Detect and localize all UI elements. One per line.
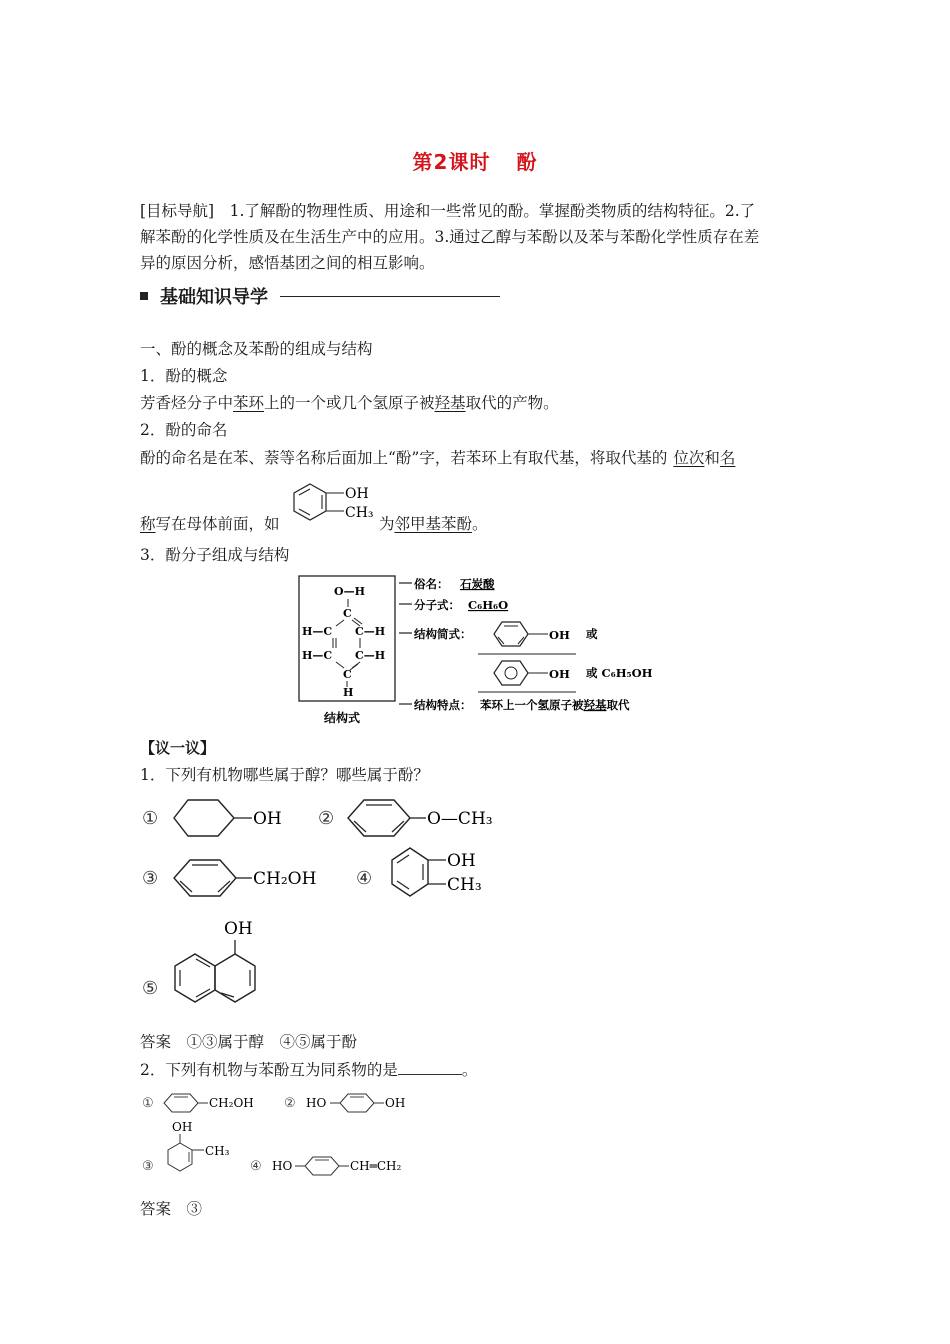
formula-label: 分子式： xyxy=(414,598,460,612)
q2-s3-ch3: CH₃ xyxy=(205,1144,230,1158)
q2-s2-ho: HO xyxy=(306,1096,327,1110)
answer-name-a: 名 xyxy=(719,449,736,467)
c-top: C xyxy=(343,607,352,620)
structure-caption: 结构式 xyxy=(324,711,361,725)
s2-heading: 2．酚的命名 xyxy=(140,421,228,439)
goal-line-3: 异的原因分析，感悟基团之间的相互影响。 xyxy=(140,254,435,272)
goal-line-2: 解苯酚的化学性质及在生活生产中的应用。3.通过乙醇与苯酚以及苯与苯酚化学性质存在差 xyxy=(140,228,760,246)
phenol-structure-figure xyxy=(296,572,666,732)
q2-s4-ho: HO xyxy=(272,1159,293,1173)
hc-left-2: H—C xyxy=(302,649,333,662)
q2-s4-vinyl: CH═CH₂ xyxy=(350,1159,402,1173)
q1-num-3: ③ xyxy=(142,868,159,889)
cresol-ch3-label: CH₃ xyxy=(345,505,374,521)
answer-o-cresol: 邻甲基苯酚 xyxy=(394,515,473,533)
answer-benzene-ring: 苯环 xyxy=(233,394,265,412)
q2-s2-oh: OH xyxy=(385,1096,406,1110)
o-cresol-structure xyxy=(288,478,380,540)
ch-right-1: C—H xyxy=(355,625,386,638)
or-1: 或 xyxy=(586,627,598,641)
s1-heading: 1．酚的概念 xyxy=(140,367,228,385)
s1-body: 芳香烃分子中苯环上的一个或几个氢原子被羟基取代的产物。 xyxy=(140,394,559,412)
q1-structures xyxy=(138,790,538,1030)
q2-num-1: ① xyxy=(142,1096,154,1111)
section-title: 基础知识导学 xyxy=(160,287,268,308)
q2-structures xyxy=(138,1088,438,1192)
q1-s4-ch3: CH₃ xyxy=(447,875,482,895)
section-heading xyxy=(140,283,500,309)
ch-right-2: C—H xyxy=(355,649,386,662)
part1-heading: 一、酚的概念及苯酚的组成与结构 xyxy=(140,340,373,358)
s2-line1: 酚的命名是在苯、萘等名称后面加上“酚”字，若苯环上有取代基，将取代基的 位次和名 xyxy=(140,449,736,467)
q1-s3-ch2oh: CH₂OH xyxy=(253,869,317,889)
answer-hydroxyl: 羟基 xyxy=(434,394,466,412)
lesson-number: 第2课时 xyxy=(412,150,491,174)
common-name-label: 俗名： xyxy=(414,577,449,591)
q1-s4-oh: OH xyxy=(447,851,476,871)
oh-atom: O—H xyxy=(334,585,365,598)
answer-position: 位次 xyxy=(673,449,705,467)
feature-text: 苯环上一个氢原子被羟基取代 xyxy=(480,698,630,712)
q1-text: 1．下列有机物哪些属于醇？哪些属于酚？ xyxy=(140,766,429,784)
square-bullet-icon xyxy=(140,292,148,300)
page-title xyxy=(0,146,950,175)
q2-line: 2．下列有机物与苯酚互为同系物的是 。 xyxy=(140,1061,478,1079)
q1-answer: 答案 ①③属于醇 ④⑤属于酚 xyxy=(140,1033,358,1051)
simple-formula-label: 结构简式： xyxy=(414,627,472,641)
c-bottom: C xyxy=(343,668,352,681)
common-name-value: 石炭酸 xyxy=(460,577,495,591)
s3-heading: 3．酚分子组成与结构 xyxy=(140,546,290,564)
feature-label: 结构特点： xyxy=(414,698,472,712)
q1-s2-och3: O—CH₃ xyxy=(427,809,493,829)
q2-s1-ch2oh: CH₂OH xyxy=(209,1096,254,1110)
or-2: 或 C₆H₅OH xyxy=(586,666,653,680)
h-bottom: H xyxy=(343,686,354,699)
hc-left-1: H—C xyxy=(302,625,333,638)
q1-num-2: ② xyxy=(318,808,335,829)
q1-num-5: ⑤ xyxy=(142,978,159,999)
goal-line-1: [目标导航] 1.了解酚的物理性质、用途和一些常见的酚。掌握酚类物质的结构特征。2.了 xyxy=(140,202,756,220)
q1-s1-oh: OH xyxy=(253,809,282,829)
q2-answer-blank xyxy=(398,1060,462,1075)
q1-s5-oh: OH xyxy=(224,919,253,939)
q2-s3-oh: OH xyxy=(172,1120,193,1134)
q2-num-4: ④ xyxy=(250,1159,262,1174)
q2-num-2: ② xyxy=(284,1096,296,1111)
q2-answer: 答案 ③ xyxy=(140,1200,203,1218)
q2-num-3: ③ xyxy=(142,1159,154,1174)
section-rule xyxy=(280,296,500,297)
simple1-oh: OH xyxy=(549,628,570,642)
cresol-oh-label: OH xyxy=(345,486,369,502)
formula-value: C₆H₆O xyxy=(468,598,509,612)
answer-name-b: 称 xyxy=(140,515,156,533)
learning-goals xyxy=(140,198,820,276)
s2-line2b: 为邻甲基苯酚。 xyxy=(379,515,488,533)
discuss-label: 【议一议】 xyxy=(140,739,216,757)
lesson-topic: 酚 xyxy=(516,150,538,174)
s2-line2a: 称写在母体前面，如 xyxy=(140,515,280,533)
simple2-oh: OH xyxy=(549,667,570,681)
q1-num-1: ① xyxy=(142,808,159,829)
q1-num-4: ④ xyxy=(356,868,373,889)
